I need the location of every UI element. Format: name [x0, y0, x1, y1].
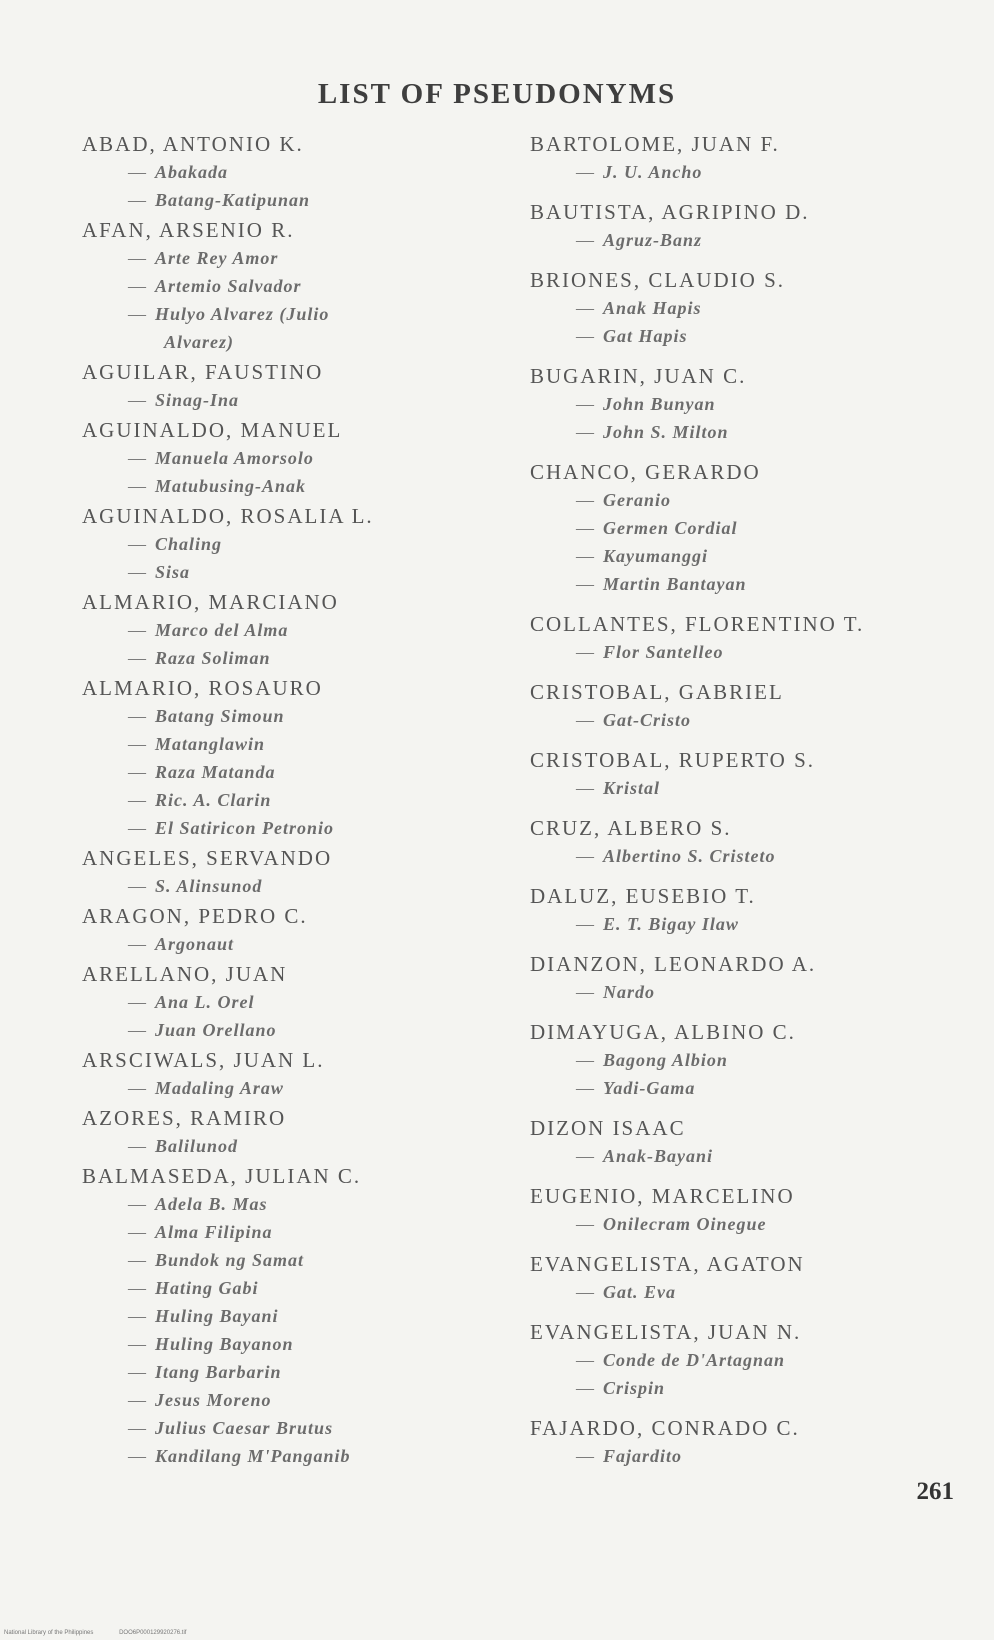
- pseudonym-text: Abakada: [155, 162, 229, 182]
- pseudonym-text: Matubusing-Anak: [155, 476, 307, 496]
- pseudonym-entry: [82, 216, 482, 356]
- pseudonym-text: Albertino S. Cristeto: [603, 846, 776, 866]
- author-name: ALMARIO, MARCIANO: [82, 590, 339, 614]
- dash-marker: —: [128, 648, 147, 668]
- dash-marker: —: [128, 992, 147, 1012]
- dash-marker: —: [576, 1050, 595, 1070]
- author-name: DIZON ISAAC: [530, 1116, 686, 1140]
- dash-marker: —: [128, 1418, 147, 1438]
- author-name: ABAD, ANTONIO K.: [82, 132, 304, 156]
- pseudonym-entry: [82, 416, 482, 500]
- dash-marker: —: [128, 562, 147, 582]
- pseudonym: [82, 1246, 482, 1274]
- dash-marker: —: [128, 876, 147, 896]
- pseudonym-entry: [82, 674, 482, 842]
- dash-marker: —: [128, 620, 147, 640]
- pseudonym-text: Nardo: [603, 982, 656, 1002]
- pseudonym: [530, 1374, 970, 1402]
- dash-marker: —: [128, 448, 147, 468]
- pseudonym: [82, 1358, 482, 1386]
- dash-marker: —: [128, 1250, 147, 1270]
- pseudonym: [82, 1330, 482, 1358]
- pseudonym-entry: [530, 1250, 970, 1306]
- dash-marker: —: [128, 790, 147, 810]
- pseudonym: [82, 158, 482, 186]
- pseudonym: [530, 978, 970, 1006]
- dash-marker: —: [128, 1222, 147, 1242]
- pseudonym-text: Balilunod: [155, 1136, 239, 1156]
- dash-marker: —: [576, 1146, 595, 1166]
- pseudonym-text: Chaling: [155, 534, 223, 554]
- author-name: BAUTISTA, AGRIPINO D.: [530, 200, 810, 224]
- footer-code: DOO6P000129920276.tif: [119, 1630, 187, 1636]
- pseudonym-text: Adela B. Mas: [155, 1194, 268, 1214]
- dash-marker: —: [128, 1306, 147, 1326]
- pseudonym-entry: [82, 844, 482, 900]
- pseudonym-text: Gat Hapis: [603, 326, 688, 346]
- author-name: EUGENIO, MARCELINO: [530, 1184, 795, 1208]
- pseudonym: [530, 226, 970, 254]
- pseudonym-text: Fajardito: [603, 1446, 683, 1466]
- pseudonym-text: Matanglawin: [155, 734, 266, 754]
- pseudonym-entry: [530, 1182, 970, 1238]
- pseudonym-text: Ric. A. Clarin: [155, 790, 272, 810]
- pseudonym-text: S. Alinsunod: [155, 876, 263, 896]
- author-name: ANGELES, SERVANDO: [82, 846, 333, 870]
- dash-marker: —: [576, 1214, 595, 1234]
- pseudonym: [82, 444, 482, 472]
- pseudonym: [82, 1016, 482, 1044]
- pseudonym-text: Manuela Amorsolo: [155, 448, 314, 468]
- pseudonym-text: Yadi-Gama: [603, 1078, 696, 1098]
- pseudonym: [82, 186, 482, 214]
- pseudonym-text: Crispin: [603, 1378, 666, 1398]
- pseudonym-text: Hulyo Alvarez (Julio: [155, 304, 330, 324]
- dash-marker: —: [128, 476, 147, 496]
- pseudonym: [82, 558, 482, 586]
- author-name: ARELLANO, JUAN: [82, 962, 288, 986]
- dash-marker: —: [576, 394, 595, 414]
- pseudonym-text: Agruz-Banz: [603, 230, 703, 250]
- pseudonym-text: Germen Cordial: [603, 518, 738, 538]
- dash-marker: —: [128, 706, 147, 726]
- pseudonym: [82, 988, 482, 1016]
- author-name: BALMASEDA, JULIAN C.: [82, 1164, 362, 1188]
- pseudonym: [82, 472, 482, 500]
- pseudonym-text: Julius Caesar Brutus: [155, 1418, 334, 1438]
- author-name: CRISTOBAL, RUPERTO S.: [530, 748, 816, 772]
- author-name: AGUILAR, FAUSTINO: [82, 360, 324, 384]
- author-name: DIANZON, LEONARDO A.: [530, 952, 817, 976]
- author-name: AZORES, RAMIRO: [82, 1106, 287, 1130]
- pseudonym-text: Huling Bayani: [155, 1306, 279, 1326]
- pseudonym-text: Argonaut: [155, 934, 235, 954]
- pseudonym-text: John S. Milton: [603, 422, 729, 442]
- pseudonym: [82, 1442, 482, 1470]
- dash-marker: —: [576, 574, 595, 594]
- author-name: BRIONES, CLAUDIO S.: [530, 268, 786, 292]
- pseudonym-text: Anak-Bayani: [603, 1146, 714, 1166]
- pseudonym-text: Raza Soliman: [155, 648, 271, 668]
- dash-marker: —: [128, 1362, 147, 1382]
- pseudonym-text: Conde de D'Artagnan: [603, 1350, 786, 1370]
- pseudonym: [82, 530, 482, 558]
- pseudonym: [82, 872, 482, 900]
- dash-marker: —: [128, 162, 147, 182]
- pseudonym-entry: [530, 1318, 970, 1402]
- pseudonym-entry: [82, 1104, 482, 1160]
- pseudonym: [530, 486, 970, 514]
- dash-marker: —: [128, 762, 147, 782]
- dash-marker: —: [576, 710, 595, 730]
- pseudonym: [530, 638, 970, 666]
- pseudonym-text: Batang-Katipunan: [155, 190, 311, 210]
- dash-marker: —: [128, 1446, 147, 1466]
- pseudonym: [82, 730, 482, 758]
- pseudonym-entry: [82, 960, 482, 1044]
- pseudonym-entry: [82, 502, 482, 586]
- pseudonym: [82, 386, 482, 414]
- dash-marker: —: [576, 162, 595, 182]
- pseudonym-text: J. U. Ancho: [603, 162, 703, 182]
- pseudonym-text: Flor Santelleo: [603, 642, 724, 662]
- dash-marker: —: [576, 422, 595, 442]
- pseudonym-entry: [530, 130, 970, 186]
- pseudonym-entry: [530, 950, 970, 1006]
- pseudonym: [82, 1414, 482, 1442]
- pseudonym-text: Kristal: [603, 778, 661, 798]
- author-name: BARTOLOME, JUAN F.: [530, 132, 780, 156]
- left-column: [82, 130, 482, 1472]
- dash-marker: —: [128, 190, 147, 210]
- pseudonym: [82, 930, 482, 958]
- pseudonym-entry: [530, 882, 970, 938]
- pseudonym: [530, 294, 970, 322]
- dash-marker: —: [128, 1020, 147, 1040]
- pseudonym-text: Onilecram Oinegue: [603, 1214, 767, 1234]
- dash-marker: —: [576, 642, 595, 662]
- pseudonym-entry: [530, 746, 970, 802]
- pseudonym: [82, 758, 482, 786]
- pseudonym-entry: [530, 1114, 970, 1170]
- pseudonym: [82, 786, 482, 814]
- pseudonym: [530, 1046, 970, 1074]
- footer-library: National Library of the Philippines: [4, 1630, 94, 1636]
- dash-marker: —: [576, 778, 595, 798]
- author-name: ARAGON, PEDRO C.: [82, 904, 308, 928]
- pseudonym: [530, 706, 970, 734]
- author-name: BUGARIN, JUAN C.: [530, 364, 747, 388]
- dash-marker: —: [576, 1378, 595, 1398]
- pseudonym-text: Geranio: [603, 490, 672, 510]
- dash-marker: —: [128, 1194, 147, 1214]
- dash-marker: —: [128, 1078, 147, 1098]
- pseudonym-text: Bundok ng Samat: [155, 1250, 305, 1270]
- pseudonym: [82, 616, 482, 644]
- pseudonym-text: Alma Filipina: [155, 1222, 273, 1242]
- dash-marker: —: [128, 248, 147, 268]
- pseudonym-entry: [82, 902, 482, 958]
- pseudonym-entry: [530, 814, 970, 870]
- pseudonym: [82, 1132, 482, 1160]
- dash-marker: —: [128, 390, 147, 410]
- pseudonym-entry: [82, 588, 482, 672]
- pseudonym-entry: [530, 266, 970, 350]
- pseudonym-text: Gat-Cristo: [603, 710, 692, 730]
- dash-marker: —: [576, 326, 595, 346]
- right-column: [530, 130, 970, 1482]
- dash-marker: —: [576, 846, 595, 866]
- dash-marker: —: [128, 1334, 147, 1354]
- author-name: AGUINALDO, ROSALIA L.: [82, 504, 374, 528]
- pseudonym-text: Batang Simoun: [155, 706, 285, 726]
- pseudonym-text: Kandilang M'Panganib: [155, 1446, 351, 1466]
- pseudonym: [82, 244, 482, 272]
- pseudonym-entry: [530, 198, 970, 254]
- author-name: FAJARDO, CONRADO C.: [530, 1416, 800, 1440]
- page-title: LIST OF PSEUDONYMS: [317, 78, 677, 110]
- pseudonym: [82, 1386, 482, 1414]
- dash-marker: —: [576, 982, 595, 1002]
- pseudonym: [530, 1142, 970, 1170]
- pseudonym: [530, 774, 970, 802]
- pseudonym: [82, 1274, 482, 1302]
- pseudonym-entry: [530, 678, 970, 734]
- pseudonym: [530, 1278, 970, 1306]
- pseudonym: [530, 570, 970, 598]
- author-name: AGUINALDO, MANUEL: [82, 418, 343, 442]
- pseudonym-text: Huling Bayanon: [155, 1334, 294, 1354]
- pseudonym-text: Marco del Alma: [155, 620, 289, 640]
- author-name: COLLANTES, FLORENTINO T.: [530, 612, 865, 636]
- dash-marker: —: [128, 534, 147, 554]
- dash-marker: —: [576, 518, 595, 538]
- dash-marker: —: [128, 734, 147, 754]
- pseudonym-text: Kayumanggi: [603, 546, 709, 566]
- pseudonym-entry: [530, 1018, 970, 1102]
- pseudonym: [82, 1302, 482, 1330]
- pseudonym-text: Itang Barbarin: [155, 1362, 282, 1382]
- pseudonym: [530, 158, 970, 186]
- pseudonym: [530, 390, 970, 418]
- pseudonym-text: Juan Orellano: [155, 1020, 277, 1040]
- pseudonym: [82, 1190, 482, 1218]
- dash-marker: —: [576, 1446, 595, 1466]
- pseudonym-text: Jesus Moreno: [155, 1390, 272, 1410]
- dash-marker: —: [128, 304, 147, 324]
- author-name: DALUZ, EUSEBIO T.: [530, 884, 756, 908]
- pseudonym: [530, 322, 970, 350]
- pseudonym-entry: [530, 1414, 970, 1470]
- pseudonym-text: Sisa: [155, 562, 191, 582]
- pseudonym-entry: [530, 458, 970, 598]
- dash-marker: —: [128, 1278, 147, 1298]
- author-name: DIMAYUGA, ALBINO C.: [530, 1020, 796, 1044]
- page-number: 261: [916, 1478, 954, 1505]
- dash-marker: —: [576, 230, 595, 250]
- pseudonym-entry: [530, 610, 970, 666]
- pseudonym: [82, 644, 482, 672]
- pseudonym-entry: [530, 362, 970, 446]
- pseudonym-text: Sinag-Ina: [155, 390, 240, 410]
- pseudonym: [82, 702, 482, 730]
- dash-marker: —: [128, 818, 147, 838]
- author-name: AFAN, ARSENIO R.: [82, 218, 295, 242]
- dash-marker: —: [128, 1136, 147, 1156]
- dash-marker: —: [128, 934, 147, 954]
- pseudonym: [530, 910, 970, 938]
- pseudonym-text: John Bunyan: [603, 394, 716, 414]
- pseudonym-text: Artemio Salvador: [155, 276, 302, 296]
- dash-marker: —: [576, 490, 595, 510]
- pseudonym-text: Madaling Araw: [155, 1078, 284, 1098]
- pseudonym: [82, 1074, 482, 1102]
- dash-marker: —: [576, 1078, 595, 1098]
- pseudonym-text: Arte Rey Amor: [155, 248, 279, 268]
- pseudonym-text: El Satiricon Petronio: [155, 818, 335, 838]
- pseudonym-text: Bagong Albion: [603, 1050, 728, 1070]
- dash-marker: —: [128, 1390, 147, 1410]
- pseudonym: [530, 1074, 970, 1102]
- pseudonym-text: Gat. Eva: [603, 1282, 676, 1302]
- pseudonym: [530, 1442, 970, 1470]
- dash-marker: —: [128, 276, 147, 296]
- pseudonym-text: Martin Bantayan: [603, 574, 747, 594]
- author-name: CRISTOBAL, GABRIEL: [530, 680, 784, 704]
- dash-marker: —: [576, 1350, 595, 1370]
- pseudonym-entry: [82, 130, 482, 214]
- pseudonym-text: Ana L. Orel: [155, 992, 255, 1012]
- dash-marker: —: [576, 546, 595, 566]
- pseudonym: [530, 1346, 970, 1374]
- pseudonym-text: Hating Gabi: [155, 1278, 259, 1298]
- pseudonym-continuation: Alvarez): [164, 332, 234, 352]
- pseudonym: [530, 842, 970, 870]
- author-name: EVANGELISTA, JUAN N.: [530, 1320, 802, 1344]
- dash-marker: —: [576, 298, 595, 318]
- pseudonym-entry: [82, 1162, 482, 1470]
- pseudonym-entry: [82, 1046, 482, 1102]
- pseudonym: [82, 272, 482, 300]
- pseudonym-text: E. T. Bigay Ilaw: [603, 914, 739, 934]
- pseudonym: [530, 542, 970, 570]
- dash-marker: —: [576, 914, 595, 934]
- pseudonym: [530, 514, 970, 542]
- pseudonym: [82, 300, 482, 328]
- author-name: EVANGELISTA, AGATON: [530, 1252, 805, 1276]
- author-name: ARSCIWALS, JUAN L.: [82, 1048, 325, 1072]
- pseudonym: [530, 1210, 970, 1238]
- pseudonym: [82, 1218, 482, 1246]
- author-name: CHANCO, GERARDO: [530, 460, 761, 484]
- pseudonym: [530, 418, 970, 446]
- author-name: CRUZ, ALBERO S.: [530, 816, 732, 840]
- scan-footer: [4, 1630, 210, 1636]
- pseudonym: [82, 814, 482, 842]
- pseudonym-text: Raza Matanda: [155, 762, 276, 782]
- dash-marker: —: [576, 1282, 595, 1302]
- author-name: ALMARIO, ROSAURO: [82, 676, 323, 700]
- pseudonym-text: Anak Hapis: [603, 298, 702, 318]
- pseudonym-entry: [82, 358, 482, 414]
